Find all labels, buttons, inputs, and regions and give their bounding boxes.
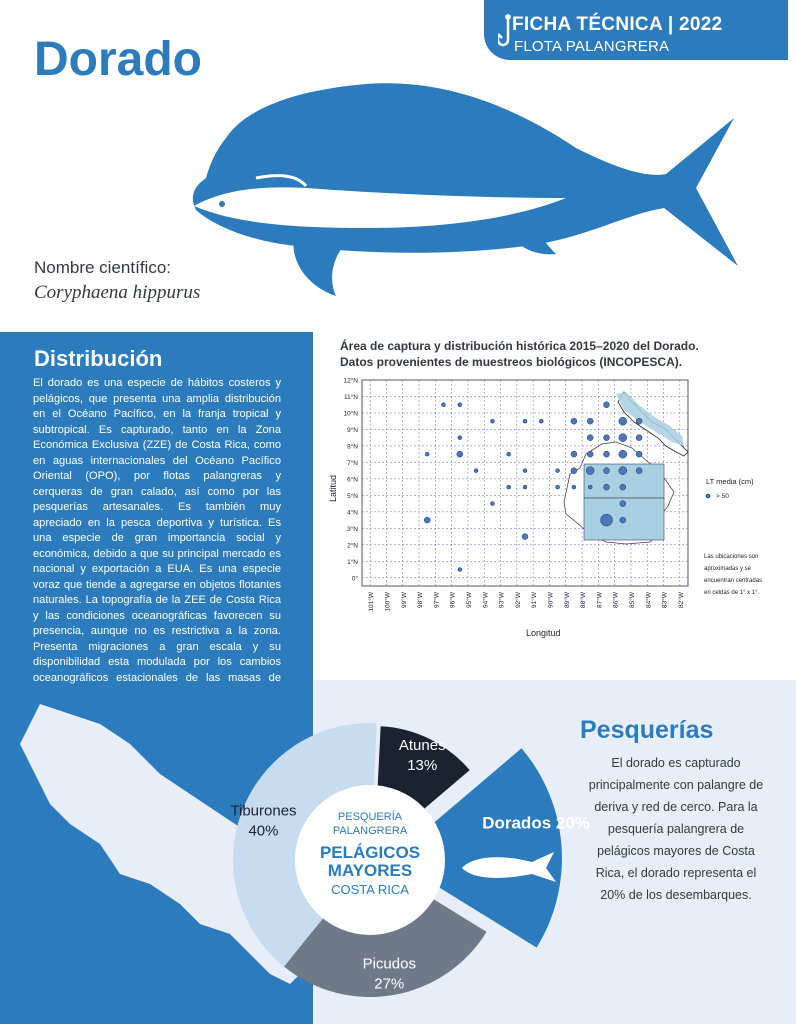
x-tick-label: 96°W — [449, 592, 457, 608]
x-tick-label: 85°W — [628, 592, 636, 608]
badge-title: FICHA TÉCNICA | 2022 — [512, 14, 723, 35]
x-tick-label: 91°W — [531, 592, 539, 608]
data-point — [586, 467, 594, 475]
legend-title: LT media (cm) — [706, 477, 754, 486]
data-point — [523, 469, 527, 473]
distribution-text: El dorado es una especie de hábitos costeros y pelágicos, que presenta una amplia distribución en el Océano Pacífico, en la franja tropical y subtropical. Es capturado, tanto en la Zona Económica Exclusiva (ZZE) de Costa Rica, como en aguas internacionales del Océano Pacífico Oriental (OPO), por flotas palangreras y cerqueras de gran calado, así como por las pesquerías artesanales. Es también muy apreciado en la pesca deportiva y turística. Es una especie de gran importancia social y económica, debido a que su principal mercado es nacional y exportación a EUA. Es una especie voraz que tiende a agregarse en objetos flotantes naturales. La topografía de la ZEE de Costa Rica y las condiciones oceanográficas favorecen su presencia, aunque no es restrictiva a la zona. Presenta migraciones a gran escala y su disponibilidad esta modulada por los cambios oceanográficos estacionales de las masas de — [33, 377, 281, 684]
x-tick-labels — [367, 591, 685, 611]
data-point — [572, 485, 576, 489]
y-tick-labels — [343, 377, 358, 583]
y-tick-label: 10°N — [343, 410, 358, 418]
data-point — [636, 468, 642, 474]
y-tick-label: 3°N — [347, 525, 358, 533]
data-point — [604, 484, 610, 490]
y-tick-label: 1°N — [347, 558, 358, 566]
data-point — [458, 568, 462, 572]
data-point — [490, 502, 494, 506]
pie-label-value: 13% — [407, 757, 438, 775]
data-point — [474, 469, 478, 473]
y-tick-label: 8°N — [347, 443, 358, 451]
data-point — [442, 403, 446, 407]
data-point — [571, 451, 577, 457]
y-tick-label: 11°N — [343, 393, 358, 401]
pie-label-value: 40% — [248, 822, 279, 840]
x-tick-label: 88°W — [580, 592, 588, 608]
x-tick-label: 99°W — [400, 592, 408, 608]
x-tick-label: 93°W — [498, 592, 506, 608]
y-tick-label: 2°N — [347, 542, 358, 550]
data-point — [636, 418, 642, 424]
y-tick-label: 4°N — [347, 509, 358, 517]
x-tick-label: 90°W — [547, 592, 555, 608]
x-tick-label: 86°W — [612, 592, 620, 608]
page-title: Dorado — [34, 33, 202, 86]
x-tick-label: 83°W — [661, 592, 669, 608]
map-note-line: Las ubicaciones son — [704, 554, 759, 560]
x-tick-label: 95°W — [465, 592, 473, 608]
data-point — [539, 419, 543, 423]
data-point — [556, 485, 560, 489]
data-point — [458, 436, 462, 440]
data-point — [620, 484, 626, 490]
data-point — [636, 435, 642, 441]
data-point — [604, 468, 610, 474]
dorado-fish-illustration — [186, 78, 746, 300]
data-point — [571, 468, 577, 474]
map-caption-line2: Datos provenientes de muestreos biológicos (INCOPESCA). — [340, 355, 683, 369]
y-tick-label: 0° — [351, 575, 358, 583]
data-point — [620, 501, 626, 507]
y-tick-label: 12°N — [343, 377, 358, 385]
data-point — [556, 469, 560, 473]
x-tick-label: 94°W — [482, 592, 490, 608]
data-point — [588, 485, 592, 489]
data-point — [587, 451, 593, 457]
data-point — [523, 419, 527, 423]
scientific-name: Coryphaena hippurus — [34, 282, 201, 303]
data-point — [601, 514, 613, 526]
scientific-name-label: Nombre científico: — [34, 258, 171, 277]
map-note-line: aproximadas y se — [704, 566, 752, 572]
map-caption — [340, 338, 760, 370]
legend-marker — [706, 494, 710, 498]
x-tick-label: 97°W — [433, 592, 441, 608]
data-point — [619, 467, 627, 475]
data-point — [604, 451, 610, 457]
data-point — [424, 517, 430, 523]
data-point — [587, 435, 593, 441]
data-point — [604, 402, 610, 408]
data-point — [604, 435, 610, 441]
y-tick-label: 6°N — [347, 476, 358, 484]
distribution-map-chart — [326, 372, 796, 672]
y-axis-label: Latitud — [328, 474, 338, 502]
data-point — [636, 451, 642, 457]
distribution-heading: Distribución — [34, 346, 163, 371]
data-point — [619, 450, 627, 458]
fisheries-heading: Pesquerías — [580, 716, 714, 744]
center-top-line: PESQUERÍA — [337, 811, 403, 823]
x-tick-label: 84°W — [645, 592, 653, 608]
center-main-line: MAYORES — [327, 861, 413, 880]
pie-label-name: Picudos — [362, 955, 416, 973]
x-tick-label: 100°W — [384, 592, 392, 612]
legend-item: > 50 — [716, 493, 729, 500]
x-tick-label: 87°W — [596, 592, 604, 608]
fisheries-donut-chart — [180, 700, 600, 1020]
data-point — [523, 485, 527, 489]
center-bottom-line: COSTA RICA — [331, 882, 409, 897]
x-axis-label: Longitud — [526, 628, 561, 638]
header-badge — [484, 0, 788, 60]
x-tick-label: 101°W — [368, 592, 376, 612]
data-point — [620, 517, 626, 523]
data-point — [425, 452, 429, 456]
map-note-line: encuentran centradas — [704, 578, 763, 584]
x-tick-label: 89°W — [563, 592, 571, 608]
fisheries-text: El dorado es capturado principalmente con palangre de deriva y red de cerco. Para la pesquería palangrera de pelágicos mayores de Costa Rica, el dorado representa el 20% de los desembarques. — [588, 756, 764, 902]
pie-label-name: Tiburones — [230, 802, 297, 820]
y-tick-label: 7°N — [347, 459, 358, 467]
data-point — [507, 452, 511, 456]
data-point — [457, 451, 463, 457]
center-top-line: PALANGRERA — [332, 825, 408, 837]
data-point — [507, 485, 511, 489]
x-tick-label: 82°W — [677, 592, 685, 608]
data-point — [619, 434, 627, 442]
data-point — [522, 534, 528, 540]
map-note — [704, 554, 762, 596]
data-point — [571, 418, 577, 424]
map-caption-line1: Área de captura y distribución histórica 2015–2020 del Dorado. — [340, 339, 699, 353]
data-point — [458, 403, 462, 407]
data-point — [490, 419, 494, 423]
data-point — [587, 418, 593, 424]
pie-label-dorados: Dorados 20% — [482, 813, 590, 833]
badge-subtitle: FLOTA PALANGRERA — [514, 38, 670, 55]
map-note-line: en celdas de 1° x 1°. — [704, 590, 760, 596]
center-main-line: PELÁGICOS — [319, 843, 421, 862]
pie-label-value: 27% — [374, 975, 405, 993]
data-point — [619, 417, 627, 425]
y-tick-label: 9°N — [347, 426, 358, 434]
pie-label-name: Atunes — [398, 737, 446, 755]
x-tick-label: 92°W — [514, 592, 522, 608]
y-tick-label: 5°N — [347, 492, 358, 500]
x-tick-label: 98°W — [417, 592, 425, 608]
